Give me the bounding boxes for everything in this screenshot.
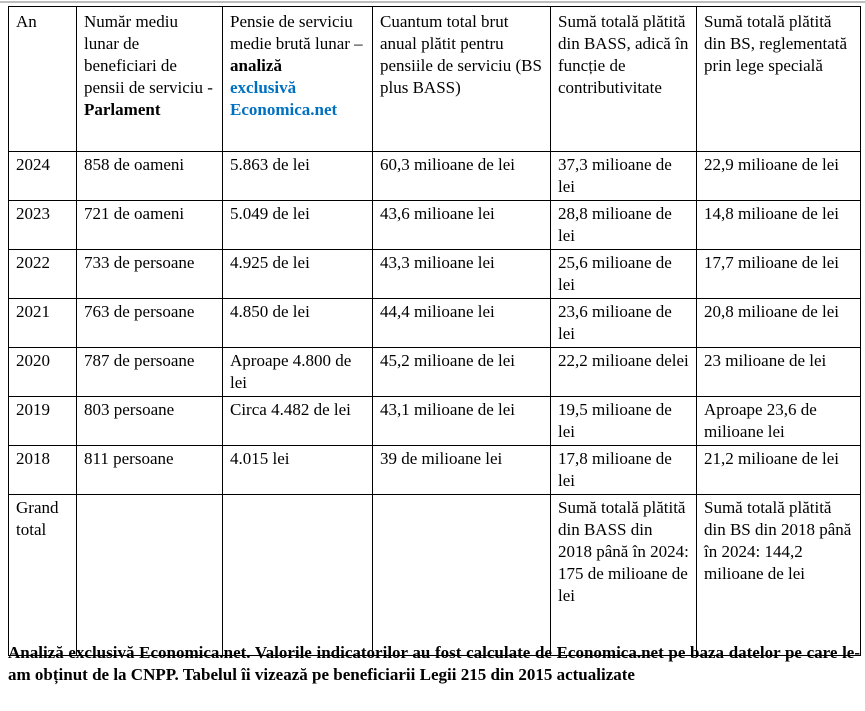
pensie-value: Circa 4.482 de lei [230, 400, 351, 419]
source-note: Analiză exclusivă Economica.net. Valorile indicatorilor au fost calculate de Economica.net pe baza datelor pe care le-am obținut de la CNPP. Tabelul îi vizează pe beneficiarii Legii 215 din 2015 actualizate [8, 643, 860, 684]
bass-cell [551, 446, 697, 495]
cuantum-cell [373, 299, 551, 348]
bass-value: 25,6 milioane de lei [558, 253, 672, 294]
cuantum-cell [373, 348, 551, 397]
beneficiari-value: 721 de oameni [84, 204, 185, 223]
beneficiari-cell [77, 446, 223, 495]
table-header-row [9, 7, 861, 152]
header-label-cuantum: Cuantum total brut anual plătit pentru pensiile de serviciu (BS plus BASS) [380, 12, 542, 97]
year-cell [9, 201, 77, 250]
bass-cell [551, 348, 697, 397]
bs-value: 20,8 milioane de lei [704, 302, 840, 321]
grand-total-bass-cell [551, 495, 697, 656]
bs-cell [697, 201, 861, 250]
header-label-bs: Sumă totală plătită din BS, reglementată prin lege specială [704, 12, 848, 75]
header-cell-bass [551, 7, 697, 152]
beneficiari-cell [77, 299, 223, 348]
cuantum-cell [373, 397, 551, 446]
year-cell [9, 397, 77, 446]
beneficiari-value: 763 de persoane [84, 302, 195, 321]
beneficiari-cell [77, 201, 223, 250]
pensie-cell [223, 397, 373, 446]
year-cell [9, 152, 77, 201]
empty-cell [223, 495, 373, 656]
empty-cell [77, 495, 223, 656]
header-cell-an [9, 7, 77, 152]
cuantum-value: 43,3 milioane lei [380, 253, 495, 272]
grand-total-bs-value: Sumă totală plătită din BS din 2018 până în 2024: 144,2 milioane de lei [704, 498, 852, 583]
bs-cell [697, 397, 861, 446]
grand-total-label-cell [9, 495, 77, 656]
grand-total-row [9, 495, 861, 656]
year-value: 2019 [16, 400, 50, 419]
header-label-parlament: Parlament [84, 100, 161, 119]
year-cell [9, 348, 77, 397]
year-value: 2023 [16, 204, 50, 223]
table-row-2018 [9, 446, 861, 495]
beneficiari-value: 811 persoane [84, 449, 174, 468]
table-row-2024 [9, 152, 861, 201]
table-row-2020 [9, 348, 861, 397]
bs-cell [697, 446, 861, 495]
pensie-cell [223, 299, 373, 348]
year-value: 2024 [16, 155, 50, 174]
pensie-value: 4.925 de lei [230, 253, 310, 272]
pensie-value: Aproape 4.800 de lei [230, 351, 352, 392]
grand-total-bass-value: Sumă totală plătită din BASS din 2018 până în 2024: 175 de milioane de lei [558, 498, 689, 605]
pensie-cell [223, 446, 373, 495]
bs-cell [697, 152, 861, 201]
bs-cell [697, 250, 861, 299]
bs-cell [697, 299, 861, 348]
bs-value: 21,2 milioane de lei [704, 449, 840, 468]
grand-total-bs-cell [697, 495, 861, 656]
year-value: 2020 [16, 351, 50, 370]
bass-cell [551, 250, 697, 299]
beneficiari-value: 858 de oameni [84, 155, 185, 174]
bs-value: 14,8 milioane de lei [704, 204, 840, 223]
header-label-pensie: Pensie de serviciu medie brută lunar – [230, 12, 363, 53]
pensie-cell [223, 152, 373, 201]
beneficiari-value: 787 de persoane [84, 351, 195, 370]
bass-cell [551, 201, 697, 250]
pensie-value: 4.015 lei [230, 449, 290, 468]
year-cell [9, 299, 77, 348]
top-divider-line [0, 1, 865, 3]
pensie-value: 5.049 de lei [230, 204, 310, 223]
year-value: 2021 [16, 302, 50, 321]
empty-cell [373, 495, 551, 656]
bass-value: 19,5 milioane de lei [558, 400, 672, 441]
bass-value: 23,6 milioane de lei [558, 302, 672, 343]
bs-value: 23 milioane de lei [704, 351, 827, 370]
header-label-analiza: analiză [230, 56, 282, 75]
cuantum-cell [373, 201, 551, 250]
cuantum-value: 45,2 milioane de lei [380, 351, 516, 370]
table-row-2023 [9, 201, 861, 250]
bass-cell [551, 397, 697, 446]
header-label-beneficiari: Număr mediu lunar de beneficiari de pensii de serviciu - [84, 12, 213, 97]
header-label-an: An [16, 12, 37, 31]
bass-value: 22,2 milioane delei [558, 351, 689, 370]
pensie-cell [223, 348, 373, 397]
beneficiari-cell [77, 348, 223, 397]
cuantum-value: 44,4 milioane lei [380, 302, 495, 321]
bs-cell [697, 348, 861, 397]
bs-value: Aproape 23,6 de milioane lei [704, 400, 817, 441]
header-label-bass: Sumă totală plătită din BASS, adică în funcție de contributivitate [558, 12, 689, 97]
bass-cell [551, 299, 697, 348]
cuantum-value: 43,1 milioane de lei [380, 400, 516, 419]
pensie-value: 5.863 de lei [230, 155, 310, 174]
bs-value: 17,7 milioane de lei [704, 253, 840, 272]
header-cell-bs [697, 7, 861, 152]
cuantum-cell [373, 250, 551, 299]
table-row-2021 [9, 299, 861, 348]
bs-value: 22,9 milioane de lei [704, 155, 840, 174]
bass-cell [551, 152, 697, 201]
beneficiari-cell [77, 397, 223, 446]
grand-total-label: Grand total [16, 498, 59, 539]
cuantum-value: 43,6 milioane lei [380, 204, 495, 223]
economica-net-link[interactable]: exclusivă Economica.net [230, 78, 338, 119]
cuantum-cell [373, 152, 551, 201]
header-cell-cuantum [373, 7, 551, 152]
cuantum-value: 60,3 milioane de lei [380, 155, 516, 174]
bass-value: 28,8 milioane de lei [558, 204, 672, 245]
header-cell-pensie [223, 7, 373, 152]
bass-value: 37,3 milioane de lei [558, 155, 672, 196]
beneficiari-value: 733 de persoane [84, 253, 195, 272]
pensie-cell [223, 201, 373, 250]
beneficiari-cell [77, 250, 223, 299]
cuantum-cell [373, 446, 551, 495]
pension-table [8, 6, 861, 656]
year-cell [9, 446, 77, 495]
beneficiari-cell [77, 152, 223, 201]
bass-value: 17,8 milioane de lei [558, 449, 672, 490]
cuantum-value: 39 de milioane lei [380, 449, 503, 468]
header-cell-beneficiari [77, 7, 223, 152]
pensie-value: 4.850 de lei [230, 302, 310, 321]
beneficiari-value: 803 persoane [84, 400, 175, 419]
year-cell [9, 250, 77, 299]
table-row-2019 [9, 397, 861, 446]
pensie-cell [223, 250, 373, 299]
table-row-2022 [9, 250, 861, 299]
year-value: 2018 [16, 449, 50, 468]
year-value: 2022 [16, 253, 50, 272]
